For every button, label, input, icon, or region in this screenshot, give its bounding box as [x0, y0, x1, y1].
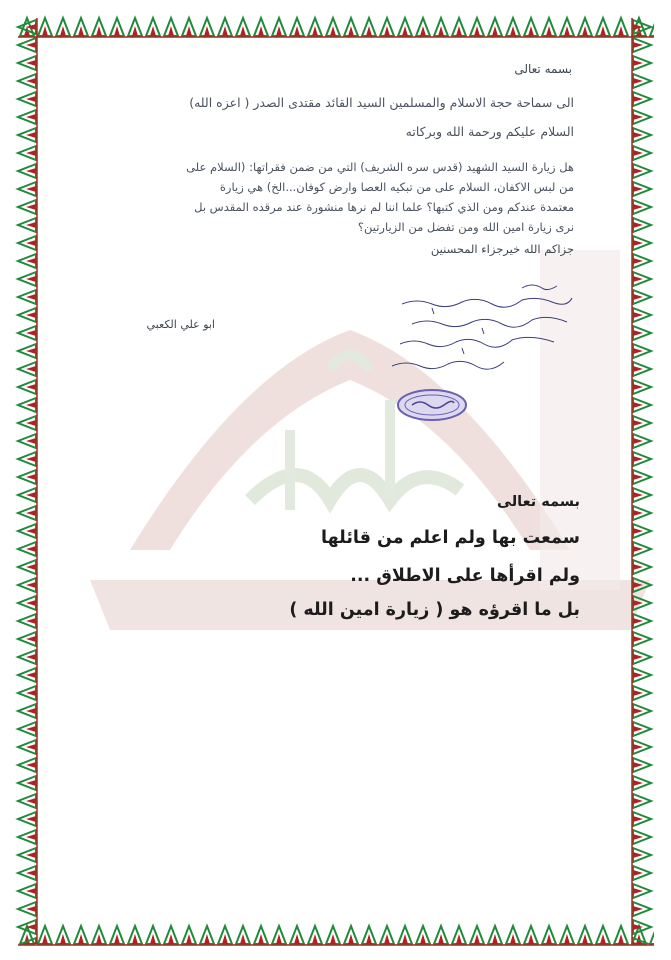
border-top — [18, 14, 654, 38]
answer-basmala: بسمه تعالى — [497, 494, 580, 510]
question-line: معتمدة عندكم ومن الذي كتبها؟ علما اننا لم نرها منشورة عند مرقده المقدس بل — [194, 200, 574, 214]
seal-stamp — [396, 388, 468, 422]
letter-basmala: بسمه تعالى — [514, 62, 572, 76]
border-right — [631, 18, 655, 944]
letter-sender: ابو علي الكعبي — [146, 318, 215, 331]
answer-line-2: ولم اقرأها على الاطلاق ... — [350, 566, 580, 586]
answer-line-3: بل ما اقرؤه هو ( زيارة امين الله ) — [289, 600, 580, 620]
letter-address: الى سماحة حجة الاسلام والمسلمين السيد القائد مقتدى الصدر ( اعزه الله) — [189, 95, 574, 110]
letter-thanks: جزاكم الله خيرجزاء المحسنين — [430, 242, 574, 256]
letter-greeting: السلام عليكم ورحمة الله وبركاته — [405, 124, 574, 139]
question-line: هل زيارة السيد الشهيد (قدس سره الشريف) التي من ضمن فقراتها: (السلام على — [186, 160, 574, 174]
letter-question — [94, 157, 574, 237]
question-line: من لبس الاكفان، السلام على من تبكيه العصا وارض كوفان...الخ) هي زيارة — [219, 180, 574, 194]
border-bottom — [18, 922, 654, 946]
border-left — [14, 18, 38, 944]
answer-line-1: سمعت بها ولم اعلم من قائلها — [321, 528, 580, 548]
handwritten-note — [372, 278, 580, 378]
question-line: نرى زيارة امين الله ومن تفضل من الزيارتين؟ — [357, 220, 574, 234]
